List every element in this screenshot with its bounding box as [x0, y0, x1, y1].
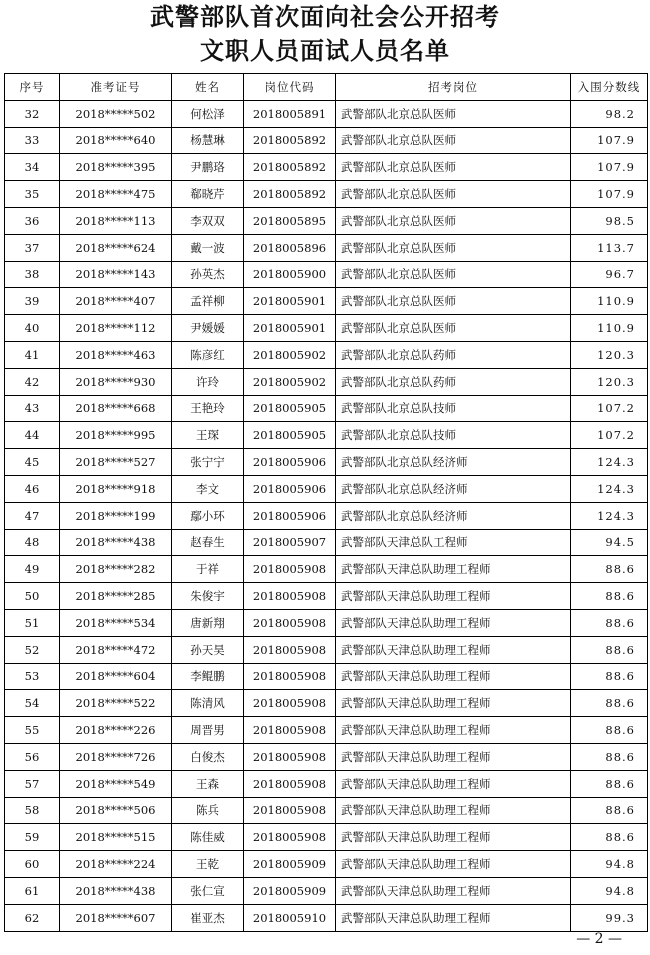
candidate-name: 孟祥柳	[172, 288, 244, 315]
candidate-name: 白俊杰	[172, 743, 244, 770]
score-line: 88.6	[571, 717, 648, 744]
candidate-name: 王乾	[172, 851, 244, 878]
position-title: 武警部队北京总队医师	[336, 234, 571, 261]
position-title: 武警部队天津总队助理工程师	[336, 770, 571, 797]
candidate-name: 戴一波	[172, 234, 244, 261]
candidate-name: 李鲲鹏	[172, 663, 244, 690]
candidate-name: 陈兵	[172, 797, 244, 824]
exam-id: 2018*****522	[60, 690, 172, 717]
position-code: 2018005906	[244, 502, 336, 529]
position-title: 武警部队天津总队助理工程师	[336, 609, 571, 636]
exam-id: 2018*****285	[60, 583, 172, 610]
table-row	[5, 663, 648, 690]
position-title: 武警部队北京总队医师	[336, 154, 571, 181]
score-line: 94.5	[571, 529, 648, 556]
row-index: 50	[5, 583, 60, 610]
position-title: 武警部队北京总队医师	[336, 127, 571, 154]
table-row	[5, 127, 648, 154]
score-line: 124.3	[571, 502, 648, 529]
table-row	[5, 207, 648, 234]
score-line: 107.9	[571, 154, 648, 181]
row-index: 49	[5, 556, 60, 583]
exam-id: 2018*****475	[60, 181, 172, 208]
position-title: 武警部队北京总队技师	[336, 395, 571, 422]
position-title: 武警部队天津总队助理工程师	[336, 877, 571, 904]
exam-id: 2018*****604	[60, 663, 172, 690]
exam-id: 2018*****549	[60, 770, 172, 797]
position-title: 武警部队天津总队助理工程师	[336, 743, 571, 770]
table-row	[5, 609, 648, 636]
table-row	[5, 100, 648, 127]
position-title: 武警部队天津总队助理工程师	[336, 824, 571, 851]
candidate-name: 张仁宣	[172, 877, 244, 904]
position-code: 2018005909	[244, 851, 336, 878]
candidate-name: 陈彦红	[172, 341, 244, 368]
candidate-name: 杨慧琳	[172, 127, 244, 154]
table-row	[5, 315, 648, 342]
table-row	[5, 824, 648, 851]
position-code: 2018005892	[244, 154, 336, 181]
row-index: 37	[5, 234, 60, 261]
table-row	[5, 636, 648, 663]
row-index: 55	[5, 717, 60, 744]
position-title: 武警部队北京总队经济师	[336, 502, 571, 529]
position-title: 武警部队北京总队经济师	[336, 449, 571, 476]
score-line: 88.6	[571, 690, 648, 717]
exam-id: 2018*****224	[60, 851, 172, 878]
table-row	[5, 904, 648, 931]
score-line: 88.6	[571, 609, 648, 636]
candidate-name: 周晋男	[172, 717, 244, 744]
table-row	[5, 690, 648, 717]
candidate-name: 朱俊宇	[172, 583, 244, 610]
position-title: 武警部队天津总队助理工程师	[336, 690, 571, 717]
position-code: 2018005901	[244, 315, 336, 342]
position-code: 2018005908	[244, 770, 336, 797]
score-line: 107.9	[571, 127, 648, 154]
score-line: 120.3	[571, 341, 648, 368]
score-line: 107.9	[571, 181, 648, 208]
position-title: 武警部队天津总队助理工程师	[336, 636, 571, 663]
row-index: 45	[5, 449, 60, 476]
row-index: 62	[5, 904, 60, 931]
row-index: 44	[5, 422, 60, 449]
exam-id: 2018*****438	[60, 529, 172, 556]
position-code: 2018005908	[244, 583, 336, 610]
position-title: 武警部队天津总队助理工程师	[336, 851, 571, 878]
table-row	[5, 770, 648, 797]
candidate-name: 郗晓芹	[172, 181, 244, 208]
table-row	[5, 475, 648, 502]
candidate-name: 于祥	[172, 556, 244, 583]
table-body	[5, 100, 648, 931]
exam-id: 2018*****506	[60, 797, 172, 824]
candidate-name: 张宁宁	[172, 449, 244, 476]
row-index: 59	[5, 824, 60, 851]
table-row	[5, 529, 648, 556]
score-line: 98.2	[571, 100, 648, 127]
table-row	[5, 743, 648, 770]
score-line: 88.6	[571, 636, 648, 663]
table-row	[5, 181, 648, 208]
document-title-line-2: 文职人员面试人员名单	[200, 37, 450, 65]
row-index: 42	[5, 368, 60, 395]
score-line: 94.8	[571, 851, 648, 878]
table-row	[5, 234, 648, 261]
table-row	[5, 422, 648, 449]
score-line: 99.3	[571, 904, 648, 931]
score-line: 107.2	[571, 422, 648, 449]
position-title: 武警部队天津总队助理工程师	[336, 717, 571, 744]
row-index: 46	[5, 475, 60, 502]
position-title: 武警部队天津总队助理工程师	[336, 663, 571, 690]
position-title: 武警部队北京总队医师	[336, 288, 571, 315]
candidate-name: 崔亚杰	[172, 904, 244, 931]
score-line: 107.2	[571, 395, 648, 422]
exam-id: 2018*****534	[60, 609, 172, 636]
exam-id: 2018*****995	[60, 422, 172, 449]
table-row	[5, 556, 648, 583]
position-code: 2018005908	[244, 797, 336, 824]
row-index: 39	[5, 288, 60, 315]
position-code: 2018005895	[244, 207, 336, 234]
position-title: 武警部队北京总队医师	[336, 181, 571, 208]
score-line: 124.3	[571, 475, 648, 502]
table-row	[5, 797, 648, 824]
candidate-name: 尹鹏珞	[172, 154, 244, 181]
position-title: 武警部队天津总队助理工程师	[336, 904, 571, 931]
score-line: 98.5	[571, 207, 648, 234]
position-code: 2018005908	[244, 556, 336, 583]
exam-id: 2018*****624	[60, 234, 172, 261]
position-code: 2018005901	[244, 288, 336, 315]
candidate-name: 王森	[172, 770, 244, 797]
row-index: 33	[5, 127, 60, 154]
exam-id: 2018*****472	[60, 636, 172, 663]
row-index: 60	[5, 851, 60, 878]
position-code: 2018005902	[244, 368, 336, 395]
header-name: 姓名	[172, 74, 244, 101]
table-row	[5, 449, 648, 476]
position-title: 武警部队天津总队助理工程师	[336, 797, 571, 824]
position-title: 武警部队北京总队医师	[336, 207, 571, 234]
exam-id: 2018*****226	[60, 717, 172, 744]
row-index: 53	[5, 663, 60, 690]
position-code: 2018005908	[244, 690, 336, 717]
position-code: 2018005892	[244, 127, 336, 154]
row-index: 51	[5, 609, 60, 636]
row-index: 61	[5, 877, 60, 904]
score-line: 120.3	[571, 368, 648, 395]
exam-id: 2018*****143	[60, 261, 172, 288]
exam-id: 2018*****407	[60, 288, 172, 315]
row-index: 56	[5, 743, 60, 770]
row-index: 32	[5, 100, 60, 127]
exam-id: 2018*****282	[60, 556, 172, 583]
exam-id: 2018*****607	[60, 904, 172, 931]
row-index: 48	[5, 529, 60, 556]
exam-id: 2018*****199	[60, 502, 172, 529]
score-line: 113.7	[571, 234, 648, 261]
candidate-name: 尹媛媛	[172, 315, 244, 342]
position-title: 武警部队北京总队医师	[336, 261, 571, 288]
position-code: 2018005909	[244, 877, 336, 904]
exam-id: 2018*****930	[60, 368, 172, 395]
position-code: 2018005902	[244, 341, 336, 368]
page-number: — 2 —	[576, 931, 622, 947]
position-code: 2018005905	[244, 422, 336, 449]
table-header-row	[5, 74, 648, 101]
position-code: 2018005907	[244, 529, 336, 556]
candidate-name: 李文	[172, 475, 244, 502]
candidate-name: 赵春生	[172, 529, 244, 556]
table-row	[5, 502, 648, 529]
exam-id: 2018*****113	[60, 207, 172, 234]
position-code: 2018005910	[244, 904, 336, 931]
table-row	[5, 395, 648, 422]
row-index: 52	[5, 636, 60, 663]
score-line: 88.6	[571, 824, 648, 851]
score-line: 94.8	[571, 877, 648, 904]
table-row	[5, 851, 648, 878]
document-title-line-1: 武警部队首次面向社会公开招考	[150, 3, 500, 31]
position-title: 武警部队天津总队助理工程师	[336, 556, 571, 583]
score-line: 88.6	[571, 743, 648, 770]
header-exam-id: 准考证号	[60, 74, 172, 101]
score-line: 88.6	[571, 797, 648, 824]
row-index: 36	[5, 207, 60, 234]
exam-id: 2018*****668	[60, 395, 172, 422]
candidate-name: 孙英杰	[172, 261, 244, 288]
row-index: 41	[5, 341, 60, 368]
position-title: 武警部队北京总队技师	[336, 422, 571, 449]
position-title: 武警部队北京总队医师	[336, 100, 571, 127]
candidate-name: 鄢小环	[172, 502, 244, 529]
position-code: 2018005908	[244, 636, 336, 663]
candidate-name: 何松泽	[172, 100, 244, 127]
header-score-line: 入围分数线	[571, 74, 648, 101]
candidate-name: 王艳玲	[172, 395, 244, 422]
position-title: 武警部队北京总队药师	[336, 341, 571, 368]
header-index: 序号	[5, 74, 60, 101]
candidate-name: 许玲	[172, 368, 244, 395]
exam-id: 2018*****527	[60, 449, 172, 476]
table-row	[5, 261, 648, 288]
table-row	[5, 368, 648, 395]
candidate-name: 陈佳威	[172, 824, 244, 851]
table-row	[5, 341, 648, 368]
row-index: 47	[5, 502, 60, 529]
candidate-name: 孙天昊	[172, 636, 244, 663]
score-line: 124.3	[571, 449, 648, 476]
score-line: 88.6	[571, 583, 648, 610]
position-code: 2018005908	[244, 743, 336, 770]
exam-id: 2018*****463	[60, 341, 172, 368]
candidate-name: 唐新翔	[172, 609, 244, 636]
position-code: 2018005900	[244, 261, 336, 288]
row-index: 58	[5, 797, 60, 824]
candidate-table	[4, 73, 648, 932]
exam-id: 2018*****640	[60, 127, 172, 154]
position-code: 2018005908	[244, 663, 336, 690]
position-code: 2018005908	[244, 717, 336, 744]
position-code: 2018005891	[244, 100, 336, 127]
score-line: 96.7	[571, 261, 648, 288]
row-index: 40	[5, 315, 60, 342]
table-row	[5, 288, 648, 315]
table-row	[5, 877, 648, 904]
candidate-name: 李双双	[172, 207, 244, 234]
row-index: 54	[5, 690, 60, 717]
table-row	[5, 717, 648, 744]
table-row	[5, 154, 648, 181]
row-index: 43	[5, 395, 60, 422]
score-line: 88.6	[571, 556, 648, 583]
exam-id: 2018*****918	[60, 475, 172, 502]
position-title: 武警部队北京总队医师	[336, 315, 571, 342]
candidate-name: 王琛	[172, 422, 244, 449]
score-line: 110.9	[571, 288, 648, 315]
score-line: 88.6	[571, 770, 648, 797]
row-index: 34	[5, 154, 60, 181]
position-code: 2018005896	[244, 234, 336, 261]
row-index: 38	[5, 261, 60, 288]
position-title: 武警部队天津总队工程师	[336, 529, 571, 556]
table-row	[5, 583, 648, 610]
position-code: 2018005908	[244, 609, 336, 636]
position-title: 武警部队天津总队助理工程师	[336, 583, 571, 610]
position-code: 2018005905	[244, 395, 336, 422]
row-index: 35	[5, 181, 60, 208]
score-line: 88.6	[571, 663, 648, 690]
position-code: 2018005906	[244, 475, 336, 502]
position-code: 2018005906	[244, 449, 336, 476]
position-code: 2018005892	[244, 181, 336, 208]
row-index: 57	[5, 770, 60, 797]
header-position-code: 岗位代码	[244, 74, 336, 101]
candidate-name: 陈清风	[172, 690, 244, 717]
position-title: 武警部队北京总队药师	[336, 368, 571, 395]
exam-id: 2018*****502	[60, 100, 172, 127]
exam-id: 2018*****438	[60, 877, 172, 904]
position-code: 2018005908	[244, 824, 336, 851]
score-line: 110.9	[571, 315, 648, 342]
position-title: 武警部队北京总队经济师	[336, 475, 571, 502]
exam-id: 2018*****515	[60, 824, 172, 851]
exam-id: 2018*****112	[60, 315, 172, 342]
exam-id: 2018*****726	[60, 743, 172, 770]
header-position: 招考岗位	[336, 74, 571, 101]
exam-id: 2018*****395	[60, 154, 172, 181]
